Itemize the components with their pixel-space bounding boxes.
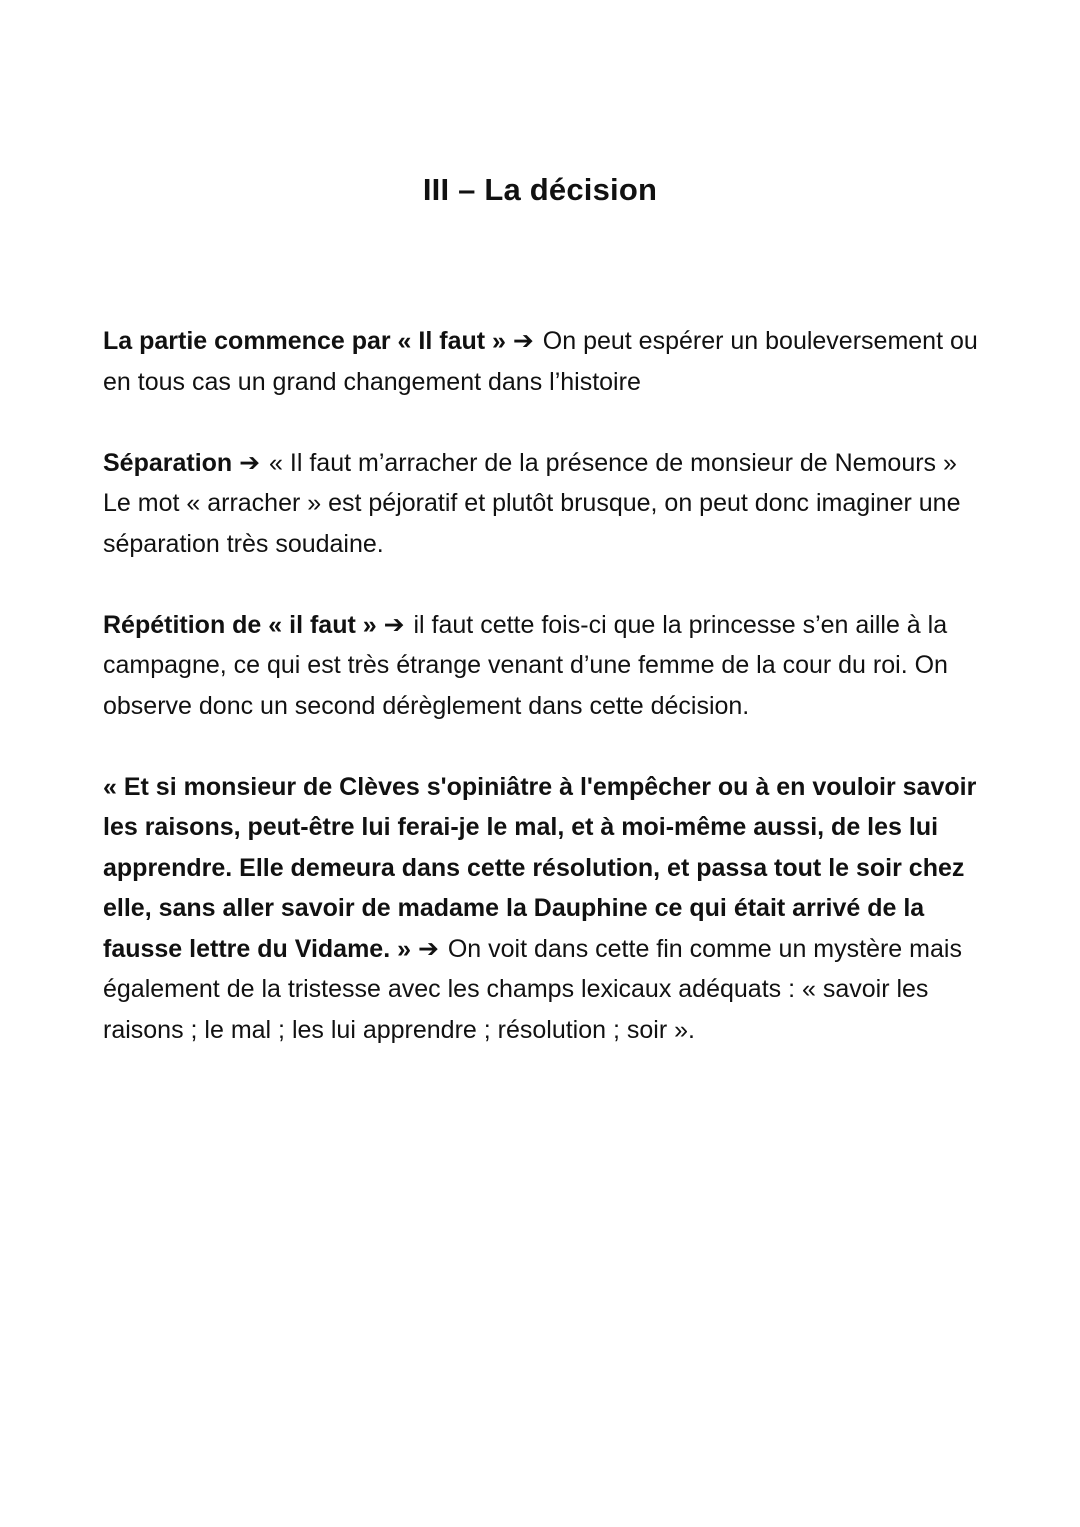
document-body [103,321,988,1091]
paragraph-lead: La partie commence par « Il faut » [103,327,513,355]
paragraph-il-faut [103,321,988,402]
paragraph-separation [103,443,988,565]
arrow-icon: ➔ [512,327,534,355]
page-title: III – La décision [422,172,658,207]
paragraph-repetition [103,605,988,727]
paragraph-text: On peut espérer un bouleversement ou en tous cas un grand changement dans l’histoire [103,327,978,396]
paragraph-text: « Il faut m’arracher de la présence de monsieur de Nemours » [262,448,957,477]
arrow-icon: ➔ [383,610,405,639]
paragraph-text: On voit dans cette fin comme un mystère mais également de la tristesse avec les champs lexicaux adéquats : « savoir les raisons ; le mal ; les lui apprendre ; résolution ; soir ». [103,934,962,1044]
paragraph-lead: Répétition de « il faut » [103,610,384,639]
paragraph-quotation [103,767,988,1051]
arrow-icon: ➔ [239,448,261,477]
arrow-icon: ➔ [417,934,439,963]
paragraph-text: il faut cette fois-ci que la princesse s’en aille à la campagne, ce qui est très étrange venant d’une femme de la cour du roi. On observe donc un second dérèglement dans cette décision. [103,610,948,720]
paragraph-text-extra: Le mot « arracher » est péjoratif et plutôt brusque, on peut donc imaginer une séparation très soudaine. [103,489,961,558]
paragraph-lead: Séparation [103,448,240,477]
quotation-text: « Et si monsieur de Clèves s'opiniâtre à l'empêcher ou à en vouloir savoir les raisons, peut-être lui ferai-je le mal, et à moi-même aussi, de les lui apprendre. Elle demeura dans cette résolution, et passa tout le soir chez elle, sans aller savoir de madame la Dauphine ce qui était arrivé de la fausse lettre du Vidame. » [103,772,977,963]
